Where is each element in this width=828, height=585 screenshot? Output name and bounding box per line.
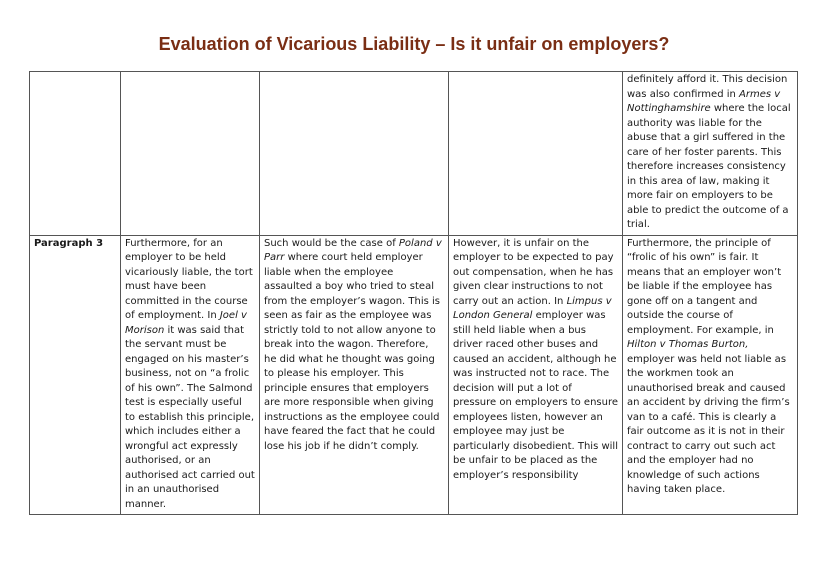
cell-text: employer was held not liable as the workmen took an unauthorised break and caused an accident by driving the firm’s van to a café. This is clearly a fair outcome as it is not in their contract to carry out such act and the employer had no knowledge of such actions having taken place. [627, 353, 790, 495]
case-name: Hilton v Thomas Burton, [627, 339, 749, 350]
table-cell [121, 72, 260, 236]
case-name: Poland v Parr [264, 237, 442, 263]
table-cell [623, 72, 798, 236]
table-row [30, 235, 798, 515]
case-name: Limpus v London General [453, 295, 612, 321]
cell-text: where court held employer liable when the employee assaulted a boy who tried to steal from the employer’s wagon. This is seen as fair as the employee was strictly told to not allow anyone to break into the wagon. Therefore, he did what he thought was going to please his employer. This principle ensures that employers are more responsible when giving instructions as the employee could have feared the fact that he could lose his job if he didn’t comply. [264, 252, 440, 452]
table-cell [449, 235, 623, 515]
cell-text: it was said that the servant must be engaged on his master’s business, not on “a frolic of his own”. The Salmond test is especially useful to establish this principle, which includes either a wrongful act expressly authorised, or an authorised act carried out in an unauthorised manner. [125, 324, 255, 510]
row-label: Paragraph 3 [30, 235, 121, 515]
cell-text: definitely afford it. This decision was also confirmed in [627, 74, 788, 100]
case-name: Joel v Morison [125, 310, 247, 336]
cell-text: Such would be the case of [264, 237, 399, 249]
cell-text: where the local authority was liable for the abuse that a girl suffered in the care of her foster parents. This therefore increases consistency in this area of law, making it more fair on employers to be able to predict the outcome of a trial. [627, 103, 791, 230]
table-cell [121, 235, 260, 515]
case-name: Armes v Nottinghamshire [627, 88, 781, 114]
cell-text: employer was still held liable when a bus driver raced other buses and caused an accident, although he was instructed not to race. The decision will put a lot of pressure on employers to ensure employees listen, however an employee may just be particularly disobedient. This will be unfair to be placed as the employer’s responsibility [453, 310, 619, 481]
evaluation-table [29, 71, 798, 515]
table-row [30, 72, 798, 236]
page-title: Evaluation of Vicarious Liability – Is it unfair on employers? [158, 34, 670, 54]
cell-text: Furthermore, the principle of “frolic of his own” is fair. It means that an employer won’t be liable if the employee has gone off on a tangent and outside the course of employment. For example, in [627, 237, 782, 336]
cell-text: Furthermore, for an employer to be held vicariously liable, the tort must have been committed in the course of employment. In [125, 237, 253, 321]
table-cell [260, 235, 449, 515]
cell-text: However, it is unfair on the employer to be expected to pay out compensation, when he has given clear instructions to not carry out an action. In [453, 237, 614, 307]
row-label [30, 72, 121, 236]
table-cell [449, 72, 623, 236]
table-cell [623, 235, 798, 515]
table-cell [260, 72, 449, 236]
